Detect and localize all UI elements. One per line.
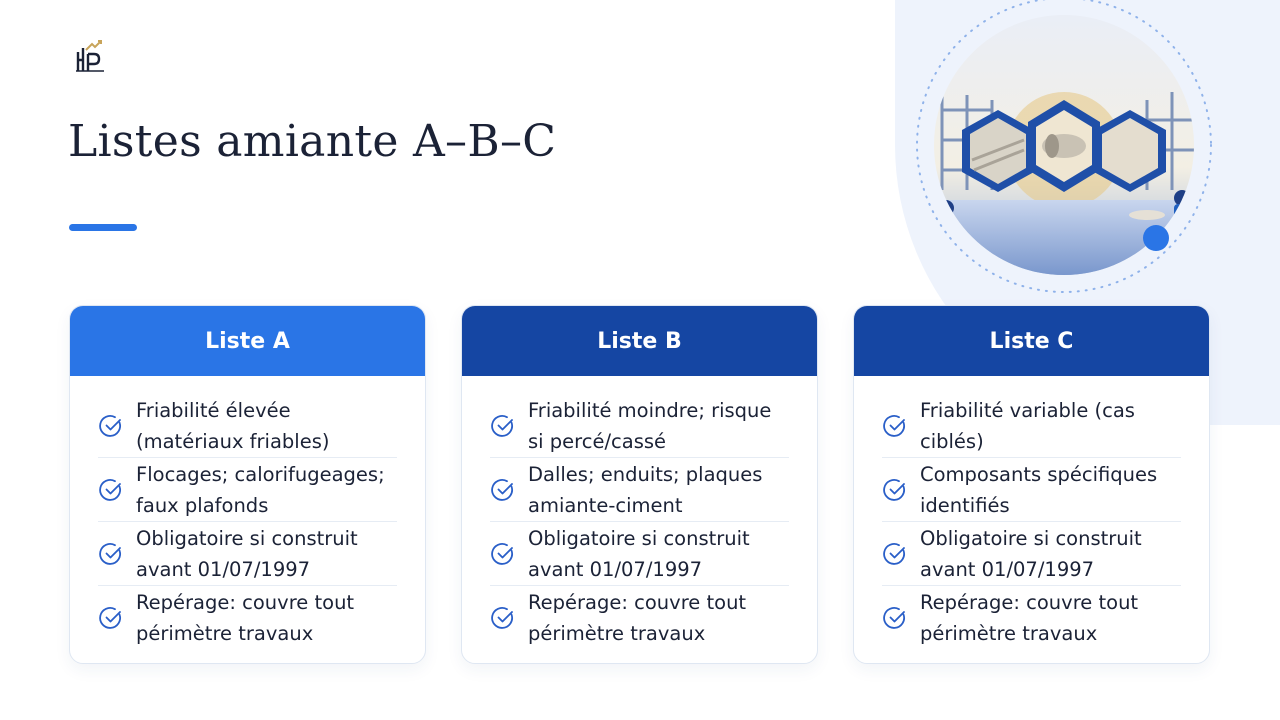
item-text: Friabilité élevée (matériaux friables) bbox=[136, 398, 330, 453]
company-logo bbox=[74, 40, 110, 76]
card-liste-c bbox=[853, 305, 1210, 664]
list-item bbox=[490, 394, 789, 458]
item-text: Repérage: couvre tout périmètre travaux bbox=[136, 591, 355, 645]
item-text: Friabilité moindre; risque si percé/cassé bbox=[528, 398, 772, 453]
list-item bbox=[490, 522, 789, 586]
item-text: Repérage: couvre tout périmètre travaux bbox=[920, 591, 1139, 645]
item-text: Obligatoire si construit avant 01/07/1997 bbox=[136, 526, 358, 581]
list-item bbox=[98, 394, 397, 458]
card-liste-b bbox=[461, 305, 818, 664]
check-circle-icon bbox=[490, 605, 516, 631]
check-circle-icon bbox=[882, 605, 908, 631]
check-circle-icon bbox=[98, 541, 124, 567]
list-item bbox=[98, 586, 397, 650]
list-item bbox=[98, 522, 397, 586]
check-circle-icon bbox=[98, 605, 124, 631]
page-title: Listes amiante A–B–C bbox=[68, 116, 557, 167]
check-circle-icon bbox=[490, 477, 516, 503]
item-text: Obligatoire si construit avant 01/07/1997 bbox=[528, 526, 750, 581]
card-title: Liste A bbox=[70, 306, 425, 376]
title-underline bbox=[69, 224, 137, 231]
check-circle-icon bbox=[490, 413, 516, 439]
item-text: Friabilité variable (cas ciblés) bbox=[920, 398, 1135, 453]
list-item bbox=[490, 458, 789, 522]
list-item bbox=[882, 394, 1181, 458]
card-title: Liste C bbox=[854, 306, 1209, 376]
item-text: Dalles; enduits; plaques amiante-ciment bbox=[528, 462, 763, 517]
list-item bbox=[882, 586, 1181, 650]
card-title: Liste B bbox=[462, 306, 817, 376]
card-liste-a bbox=[69, 305, 426, 664]
list-item bbox=[882, 522, 1181, 586]
check-circle-icon bbox=[882, 541, 908, 567]
check-circle-icon bbox=[490, 541, 516, 567]
item-text: Composants spécifiques identifiés bbox=[920, 462, 1158, 517]
item-text: Repérage: couvre tout périmètre travaux bbox=[528, 591, 747, 645]
list-item bbox=[98, 458, 397, 522]
item-text: Obligatoire si construit avant 01/07/1997 bbox=[920, 526, 1142, 581]
asbestos-materials-illustration bbox=[912, 0, 1216, 304]
list-item bbox=[490, 586, 789, 650]
check-circle-icon bbox=[882, 413, 908, 439]
item-text: Flocages; calorifugeages; faux plafonds bbox=[136, 462, 385, 517]
check-circle-icon bbox=[98, 413, 124, 439]
check-circle-icon bbox=[98, 477, 124, 503]
check-circle-icon bbox=[882, 477, 908, 503]
list-item bbox=[882, 458, 1181, 522]
